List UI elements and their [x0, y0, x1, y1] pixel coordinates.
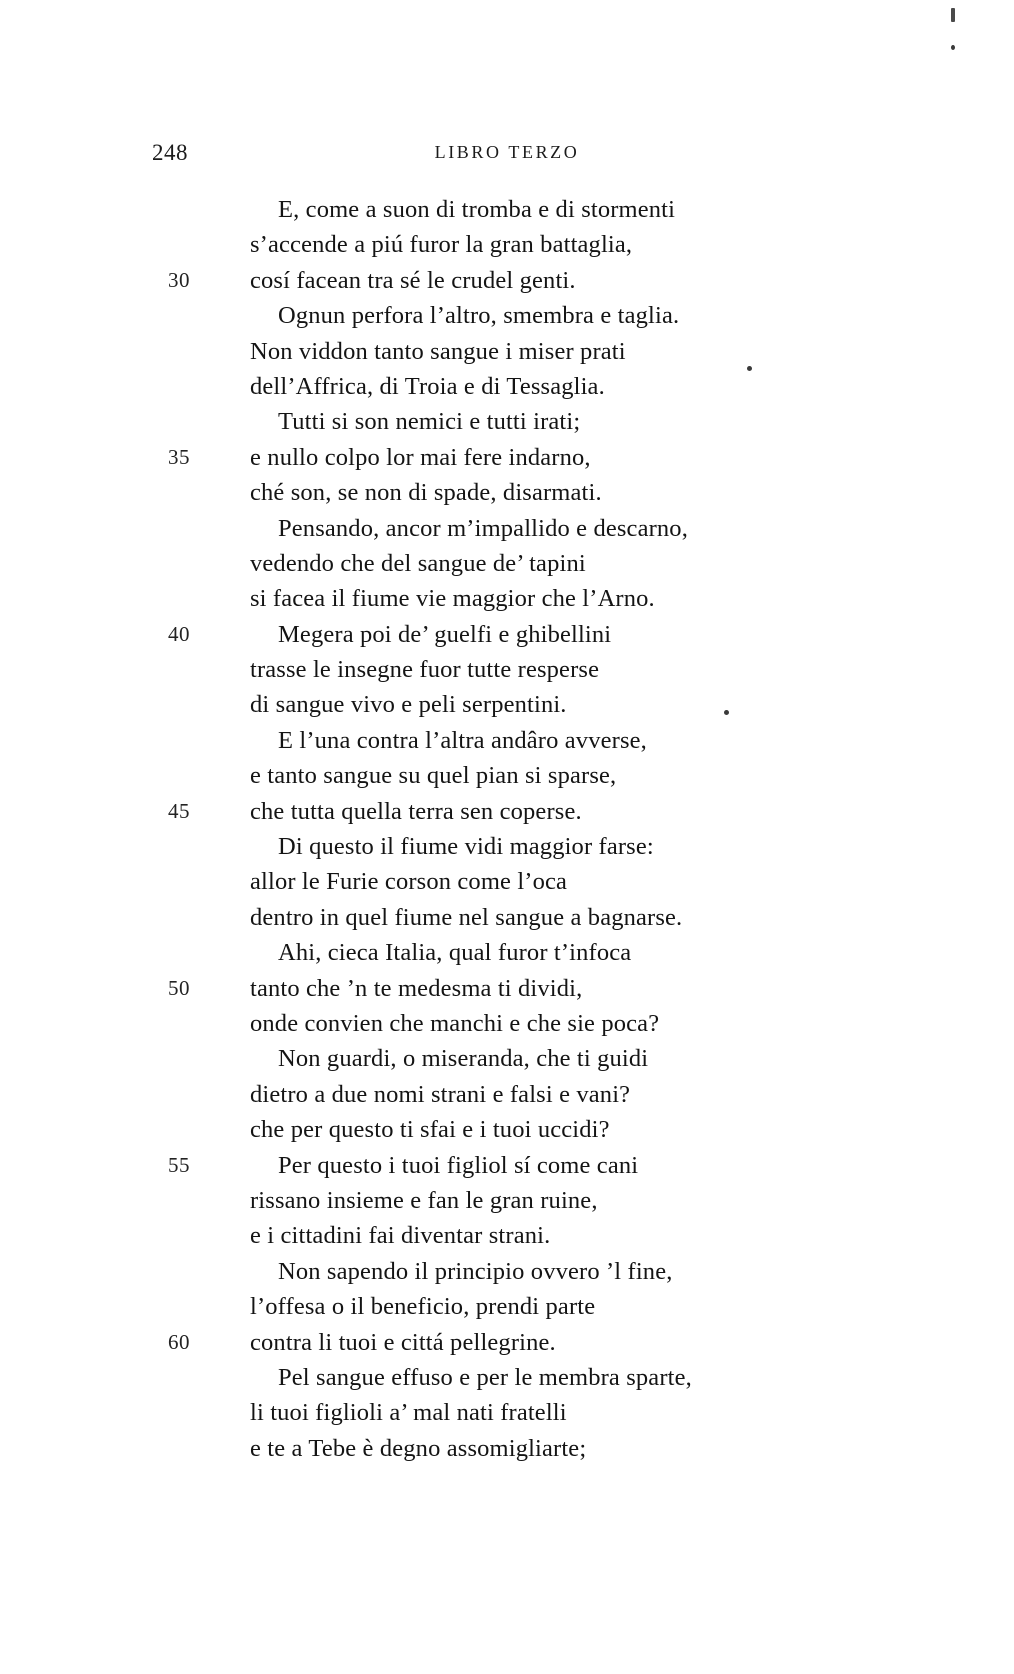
verse-line-text: e tanto sangue su quel pian si sparse, [250, 762, 617, 790]
verse-line [0, 511, 1014, 546]
verse-line-text: Ahi, cieca Italia, qual furor t’infoca [278, 939, 632, 967]
verse-line-number: 50 [168, 975, 190, 1000]
verse-line [0, 546, 1014, 581]
verse-line-text: che tutta quella terra sen coperse. [250, 797, 582, 825]
verse-line [0, 900, 1014, 935]
verse-line-text: e nullo colpo lor mai fere indarno, [250, 443, 591, 471]
verse-line-text: Megera poi de’ guelfi e ghibellini [278, 620, 612, 648]
verse-line [0, 404, 1014, 439]
verse-line-text: dell’Affrica, di Troia e di Tessaglia. [250, 372, 605, 400]
verse-line [0, 475, 1014, 510]
verse-line [0, 1077, 1014, 1112]
verse-line-text: Per questo i tuoi figliol sí come cani [278, 1151, 639, 1179]
verse-line-text: li tuoi figlioli a’ mal nati fratelli [250, 1399, 567, 1427]
verse-line [0, 1218, 1014, 1253]
verse-line-text: si facea il fiume vie maggior che l’Arno. [250, 585, 655, 613]
verse-line-number: 40 [168, 621, 190, 646]
verse-line [0, 794, 1014, 829]
verse-line-text: l’offesa o il beneficio, prendi parte [250, 1293, 596, 1321]
verse-line [0, 864, 1014, 899]
verse-line [0, 1360, 1014, 1395]
verse-line [0, 440, 1014, 475]
verse-line [0, 1431, 1014, 1466]
verse-line-text: Non sapendo il principio ovvero ’l fine, [278, 1257, 673, 1285]
verse-line [0, 1183, 1014, 1218]
verse-line-text: E l’una contra l’altra andâro avverse, [278, 726, 647, 754]
verse-line-text: s’accende a piú furor la gran battaglia, [250, 231, 633, 259]
verse-line [0, 1395, 1014, 1430]
verse-line-text: dietro a due nomi strani e falsi e vani? [250, 1080, 631, 1108]
verse-line-text: trasse le insegne fuor tutte resperse [250, 656, 600, 684]
verse-line [0, 1041, 1014, 1076]
verse-line [0, 935, 1014, 970]
verse-line-text: allor le Furie corson come l’oca [250, 868, 568, 896]
ink-speck [724, 710, 729, 715]
verse-line-number: 45 [168, 798, 190, 823]
verse-line [0, 723, 1014, 758]
verse-line [0, 369, 1014, 404]
verse-line-text: Non viddon tanto sangue i miser prati [250, 337, 626, 365]
verse-line [0, 652, 1014, 687]
verse-line-text: contra li tuoi e cittá pellegrine. [250, 1328, 556, 1356]
page-number: 248 [152, 140, 188, 165]
verse-line-number: 60 [168, 1329, 190, 1354]
verse-line [0, 1148, 1014, 1183]
verse-line-text: ché son, se non di spade, disarmati. [250, 479, 602, 507]
poem-body [0, 192, 1014, 1466]
verse-line [0, 298, 1014, 333]
verse-line-text: onde convien che manchi e che sie poca? [250, 1009, 660, 1037]
verse-line-number: 30 [168, 267, 190, 292]
verse-line-text: rissano insieme e fan le gran ruine, [250, 1186, 598, 1214]
verse-line [0, 971, 1014, 1006]
verse-line-text: Ognun perfora l’altro, smembra e taglia. [278, 302, 680, 330]
verse-line [0, 758, 1014, 793]
verse-line-text: Pel sangue effuso e per le membra sparte, [278, 1363, 692, 1391]
verse-line [0, 1006, 1014, 1041]
verse-line [0, 617, 1014, 652]
verse-line [0, 1289, 1014, 1324]
verse-line-text: tanto che ’n te medesma ti dividi, [250, 974, 583, 1002]
verse-line-text: vedendo che del sangue de’ tapini [250, 549, 586, 577]
ink-speck [951, 8, 955, 22]
ink-speck [951, 45, 955, 50]
verse-line-text: dentro in quel fiume nel sangue a bagnarse. [250, 903, 683, 931]
verse-line-text: cosí facean tra sé le crudel genti. [250, 266, 576, 294]
verse-line-number: 35 [168, 444, 190, 469]
verse-line-text: e te a Tebe è degno assomigliarte; [250, 1434, 587, 1462]
verse-line [0, 227, 1014, 262]
verse-line-text: Di questo il fiume vidi maggior farse: [278, 833, 654, 861]
verse-line [0, 1112, 1014, 1147]
verse-line [0, 829, 1014, 864]
verse-line [0, 263, 1014, 298]
verse-line-text: di sangue vivo e peli serpentini. [250, 691, 567, 719]
verse-line-text: che per questo ti sfai e i tuoi uccidi? [250, 1116, 610, 1144]
verse-line [0, 334, 1014, 369]
running-head [0, 140, 1014, 166]
verse-line [0, 687, 1014, 722]
verse-line-text: Tutti si son nemici e tutti irati; [278, 408, 581, 436]
verse-line-text: Non guardi, o miseranda, che ti guidi [278, 1045, 649, 1073]
ink-speck [747, 366, 752, 371]
running-head-title: LIBRO TERZO [434, 142, 580, 162]
verse-line [0, 192, 1014, 227]
verse-line [0, 1325, 1014, 1360]
verse-line-number: 55 [168, 1152, 190, 1177]
verse-line [0, 581, 1014, 616]
verse-line-text: E, come a suon di tromba e di stormenti [278, 196, 676, 223]
verse-line [0, 1254, 1014, 1289]
verse-line-text: e i cittadini fai diventar strani. [250, 1222, 551, 1250]
verse-line-text: Pensando, ancor m’impallido e descarno, [278, 514, 688, 542]
